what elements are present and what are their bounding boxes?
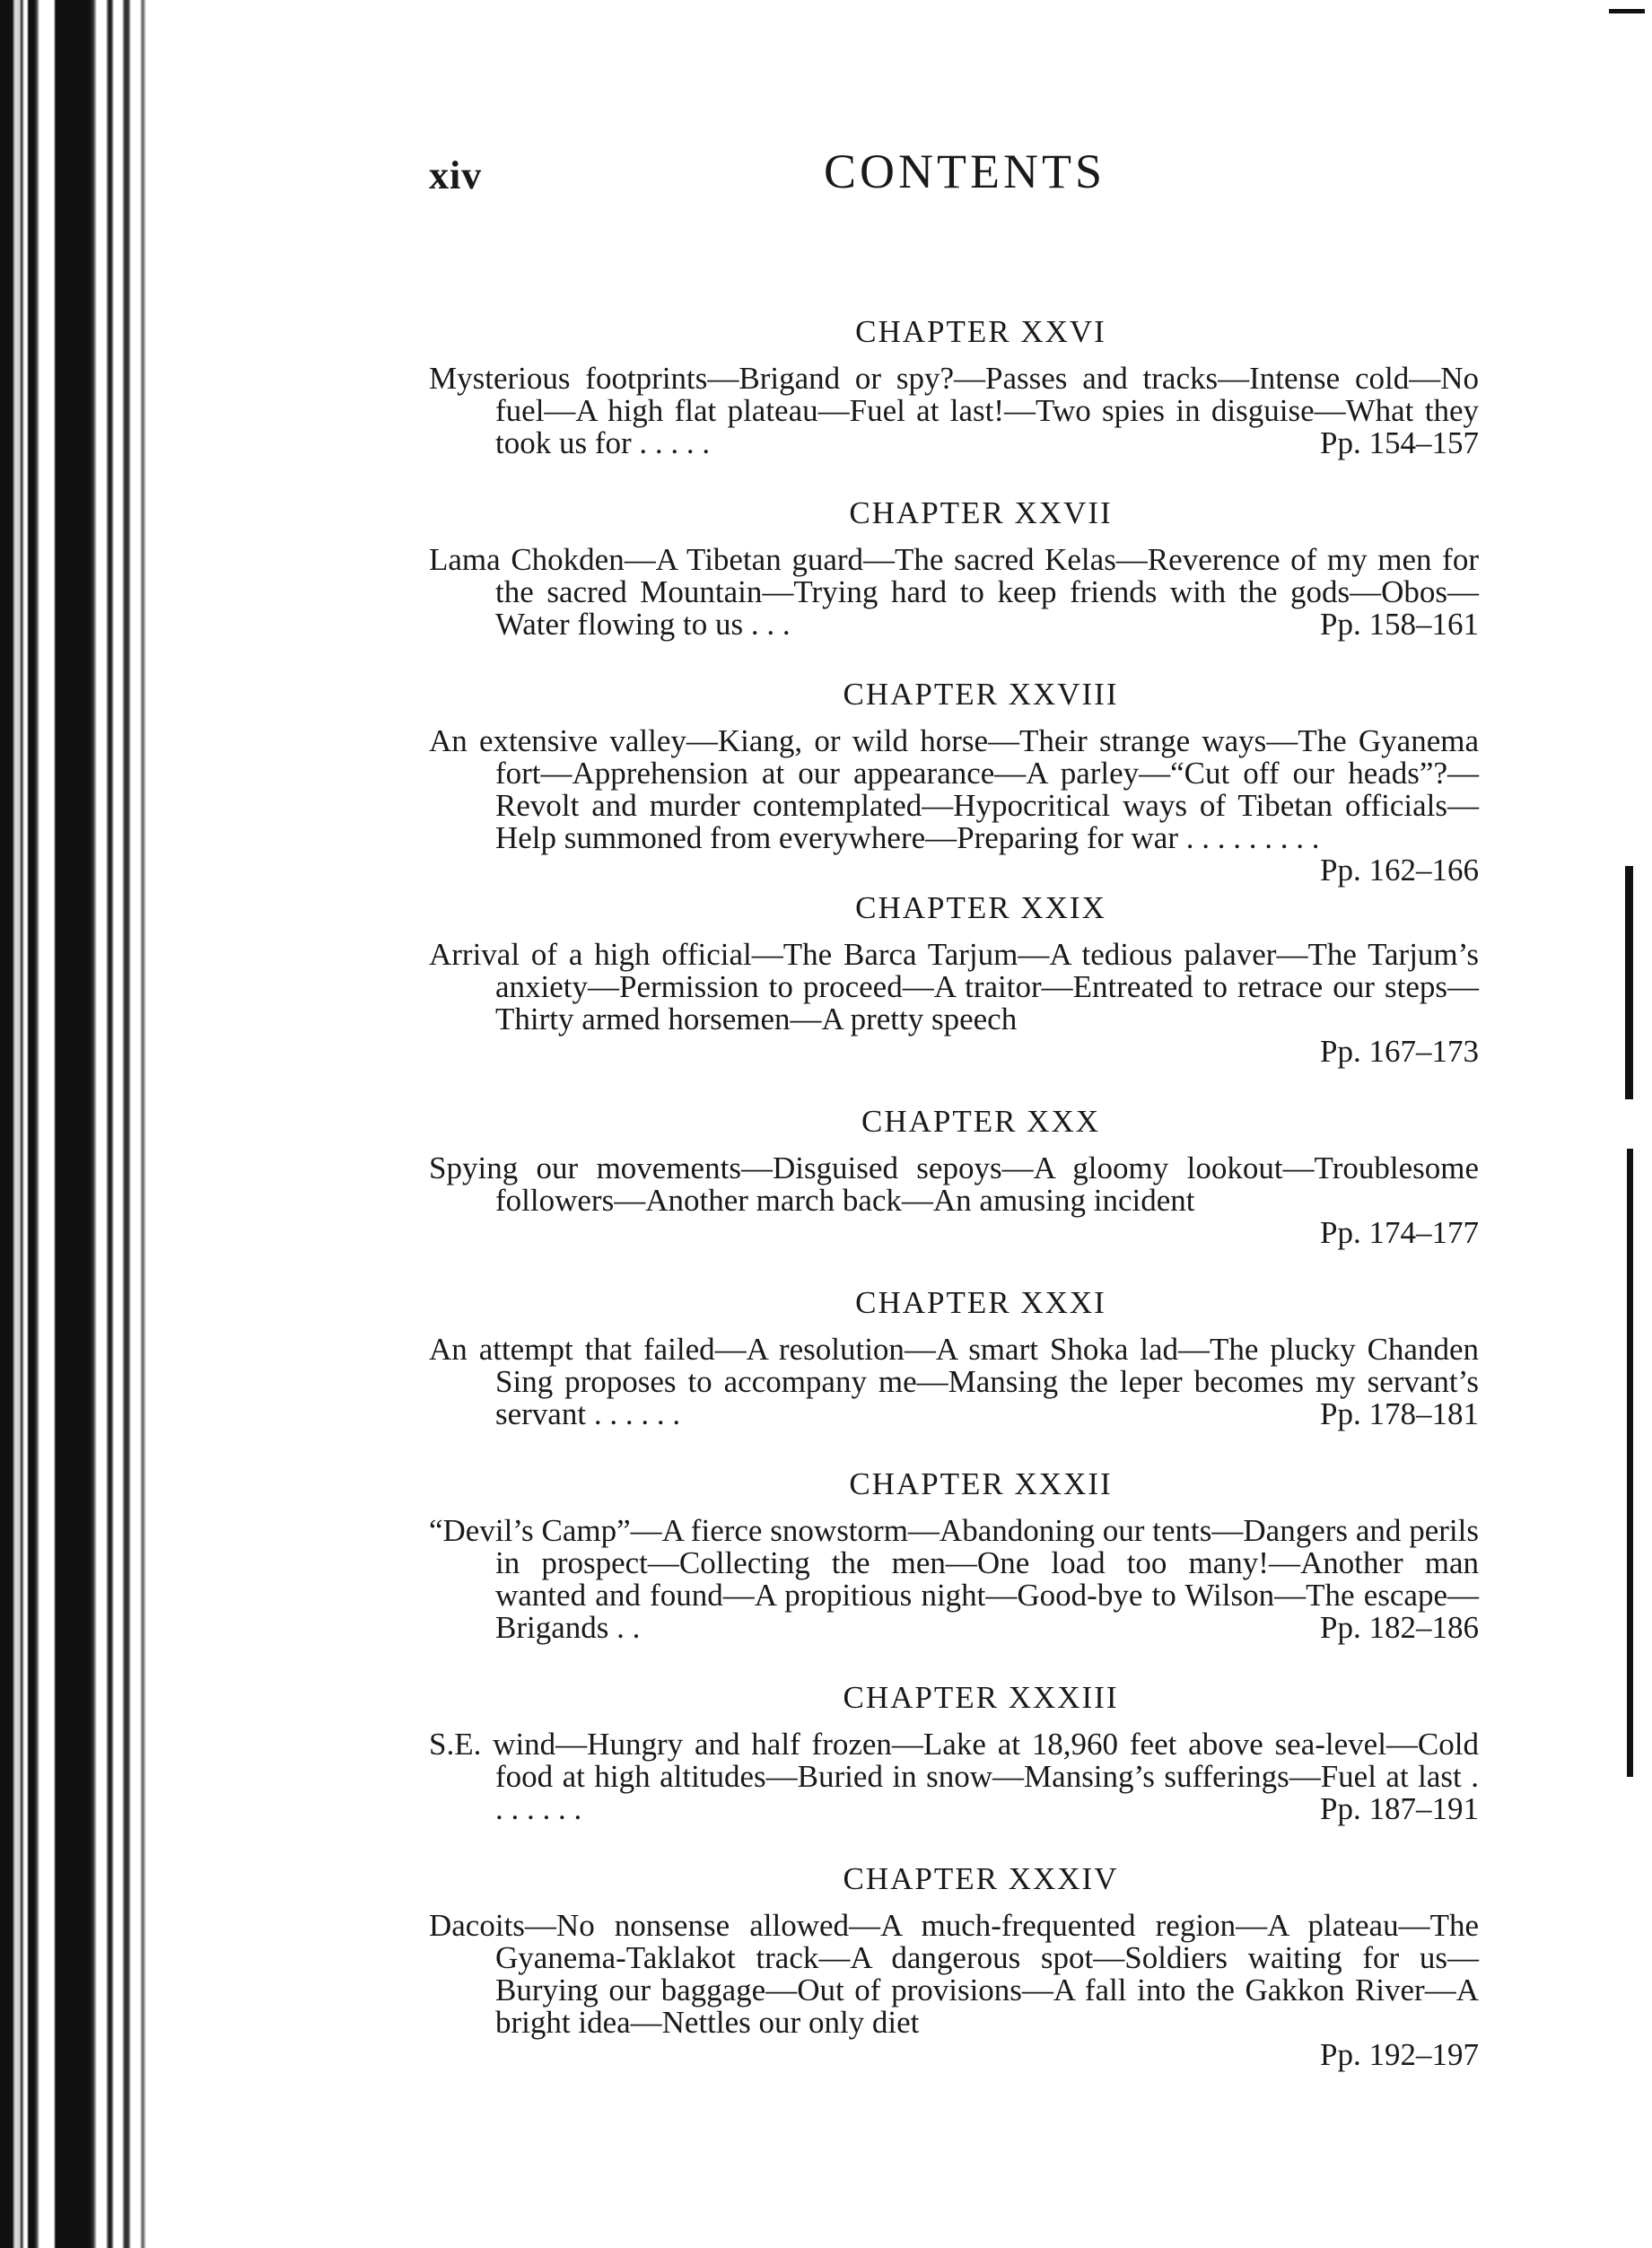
chapter-entry: [429, 314, 1479, 459]
chapter-entry: [429, 1104, 1479, 1249]
page-range: Pp. 192–197: [1320, 2037, 1479, 2072]
chapter-entry: [429, 1861, 1479, 2071]
page-title: CONTENTS: [824, 144, 1106, 198]
contents-page: [429, 144, 1479, 2071]
page-range: Pp. 162–166: [1320, 853, 1479, 888]
chapter-entry: [429, 890, 1479, 1068]
chapter-summary-text: An attempt that failed—A resolution—A smart Shoka lad—The plucky Chanden Sing proposes to accompany me—Mansing the leper becomes my servant’s servant . . . . . .: [429, 1332, 1479, 1431]
chapter-summary: [429, 1910, 1479, 2071]
page-number: xiv: [429, 153, 483, 197]
chapter-summary: [429, 939, 1479, 1068]
page-range: Pp. 187–191: [1320, 1791, 1479, 1826]
chapter-entry: [429, 1285, 1479, 1430]
chapter-summary: [429, 723, 1479, 888]
chapter-summary: [429, 1728, 1479, 1825]
chapter-summary-text: S.E. wind—Hungry and half frozen—Lake at 18,960 feet above sea-level—Cold food at high altitudes—Buried in snow—Mansing’s sufferings—Fuel at last . . . . . . .: [429, 1727, 1479, 1826]
chapter-heading: CHAPTER XXXIV: [843, 1861, 1119, 1896]
chapter-summary-text: Dacoits—No nonsense allowed—A much-frequented region—A plateau—The Gyanema-Taklakot track—A dangerous spot—Soldiers waiting for us—Burying our baggage—Out of provisions—A fall into the Gakkon River—A bright idea—Nettles our only diet: [429, 1908, 1479, 2040]
chapter-entry: [429, 1466, 1479, 1644]
chapter-summary-text: Spying our movements—Disguised sepoys—A gloomy lookout—Troublesome followers—Another march back—An amusing incident: [429, 1150, 1479, 1218]
chapter-heading: CHAPTER XXVII: [849, 495, 1113, 530]
page-range: Pp. 182–186: [1320, 1610, 1479, 1645]
scan-mark: [1627, 1149, 1633, 1777]
chapter-summary: [429, 1152, 1479, 1249]
chapter-summary: [429, 1334, 1479, 1430]
page-range: Pp. 174–177: [1320, 1215, 1479, 1250]
chapter-heading: CHAPTER XXXII: [849, 1466, 1113, 1501]
chapter-heading: CHAPTER XXXIII: [843, 1680, 1119, 1715]
chapter-heading: CHAPTER XXIX: [855, 890, 1106, 925]
page-range: Pp. 167–173: [1320, 1034, 1479, 1069]
chapter-summary-text: “Devil’s Camp”—A fierce snowstorm—Abandoning our tents—Dangers and perils in prospect—Collecting the men—One load too many!—Another man wanted and found—A propitious night—Good-bye to Wilson—The escape—Brigands . .: [429, 1513, 1479, 1645]
chapter-entry: [429, 495, 1479, 641]
chapter-heading: CHAPTER XXXI: [855, 1285, 1106, 1320]
scan-mark: [1625, 866, 1633, 1099]
chapter-entry: [429, 677, 1479, 888]
page-header: [429, 144, 1479, 215]
chapter-heading: CHAPTER XXVI: [855, 314, 1106, 349]
page-range: Pp. 158–161: [1320, 607, 1479, 642]
chapter-entry: [429, 1680, 1479, 1825]
chapter-summary: [429, 363, 1479, 459]
book-binding-edge: [0, 0, 179, 2248]
chapter-summary: [429, 544, 1479, 641]
scan-mark: [1609, 9, 1645, 13]
chapter-summary-text: Arrival of a high official—The Barca Tarjum—A tedious palaver—The Tarjum’s anxiety—Permission to proceed—A traitor—Entreated to retrace our steps—Thirty armed horsemen—A pretty speech: [429, 937, 1479, 1037]
chapter-heading: CHAPTER XXX: [861, 1104, 1101, 1139]
chapter-summary-text: Mysterious footprints—Brigand or spy?—Passes and tracks—Intense cold—No fuel—A high flat plateau—Fuel at last!—Two spies in disguise—What they took us for . . . . .: [429, 361, 1479, 460]
chapter-summary: [429, 1515, 1479, 1644]
page-range: Pp. 154–157: [1320, 425, 1479, 460]
chapter-heading: CHAPTER XXVIII: [843, 677, 1119, 712]
chapter-summary-text: Lama Chokden—A Tibetan guard—The sacred Kelas—Reverence of my men for the sacred Mountain—Trying hard to keep friends with the gods—Obos—Water flowing to us . . .: [429, 542, 1479, 642]
page-range: Pp. 178–181: [1320, 1396, 1479, 1431]
chapter-summary-text: An extensive valley—Kiang, or wild horse—Their strange ways—The Gyanema fort—Apprehension at our appearance—A parley—“Cut off our heads”?—Revolt and murder contemplated—Hypocritical ways of Tibetan officials—Help summoned from everywhere—Preparing for war . . . . . . . . .: [429, 723, 1479, 855]
